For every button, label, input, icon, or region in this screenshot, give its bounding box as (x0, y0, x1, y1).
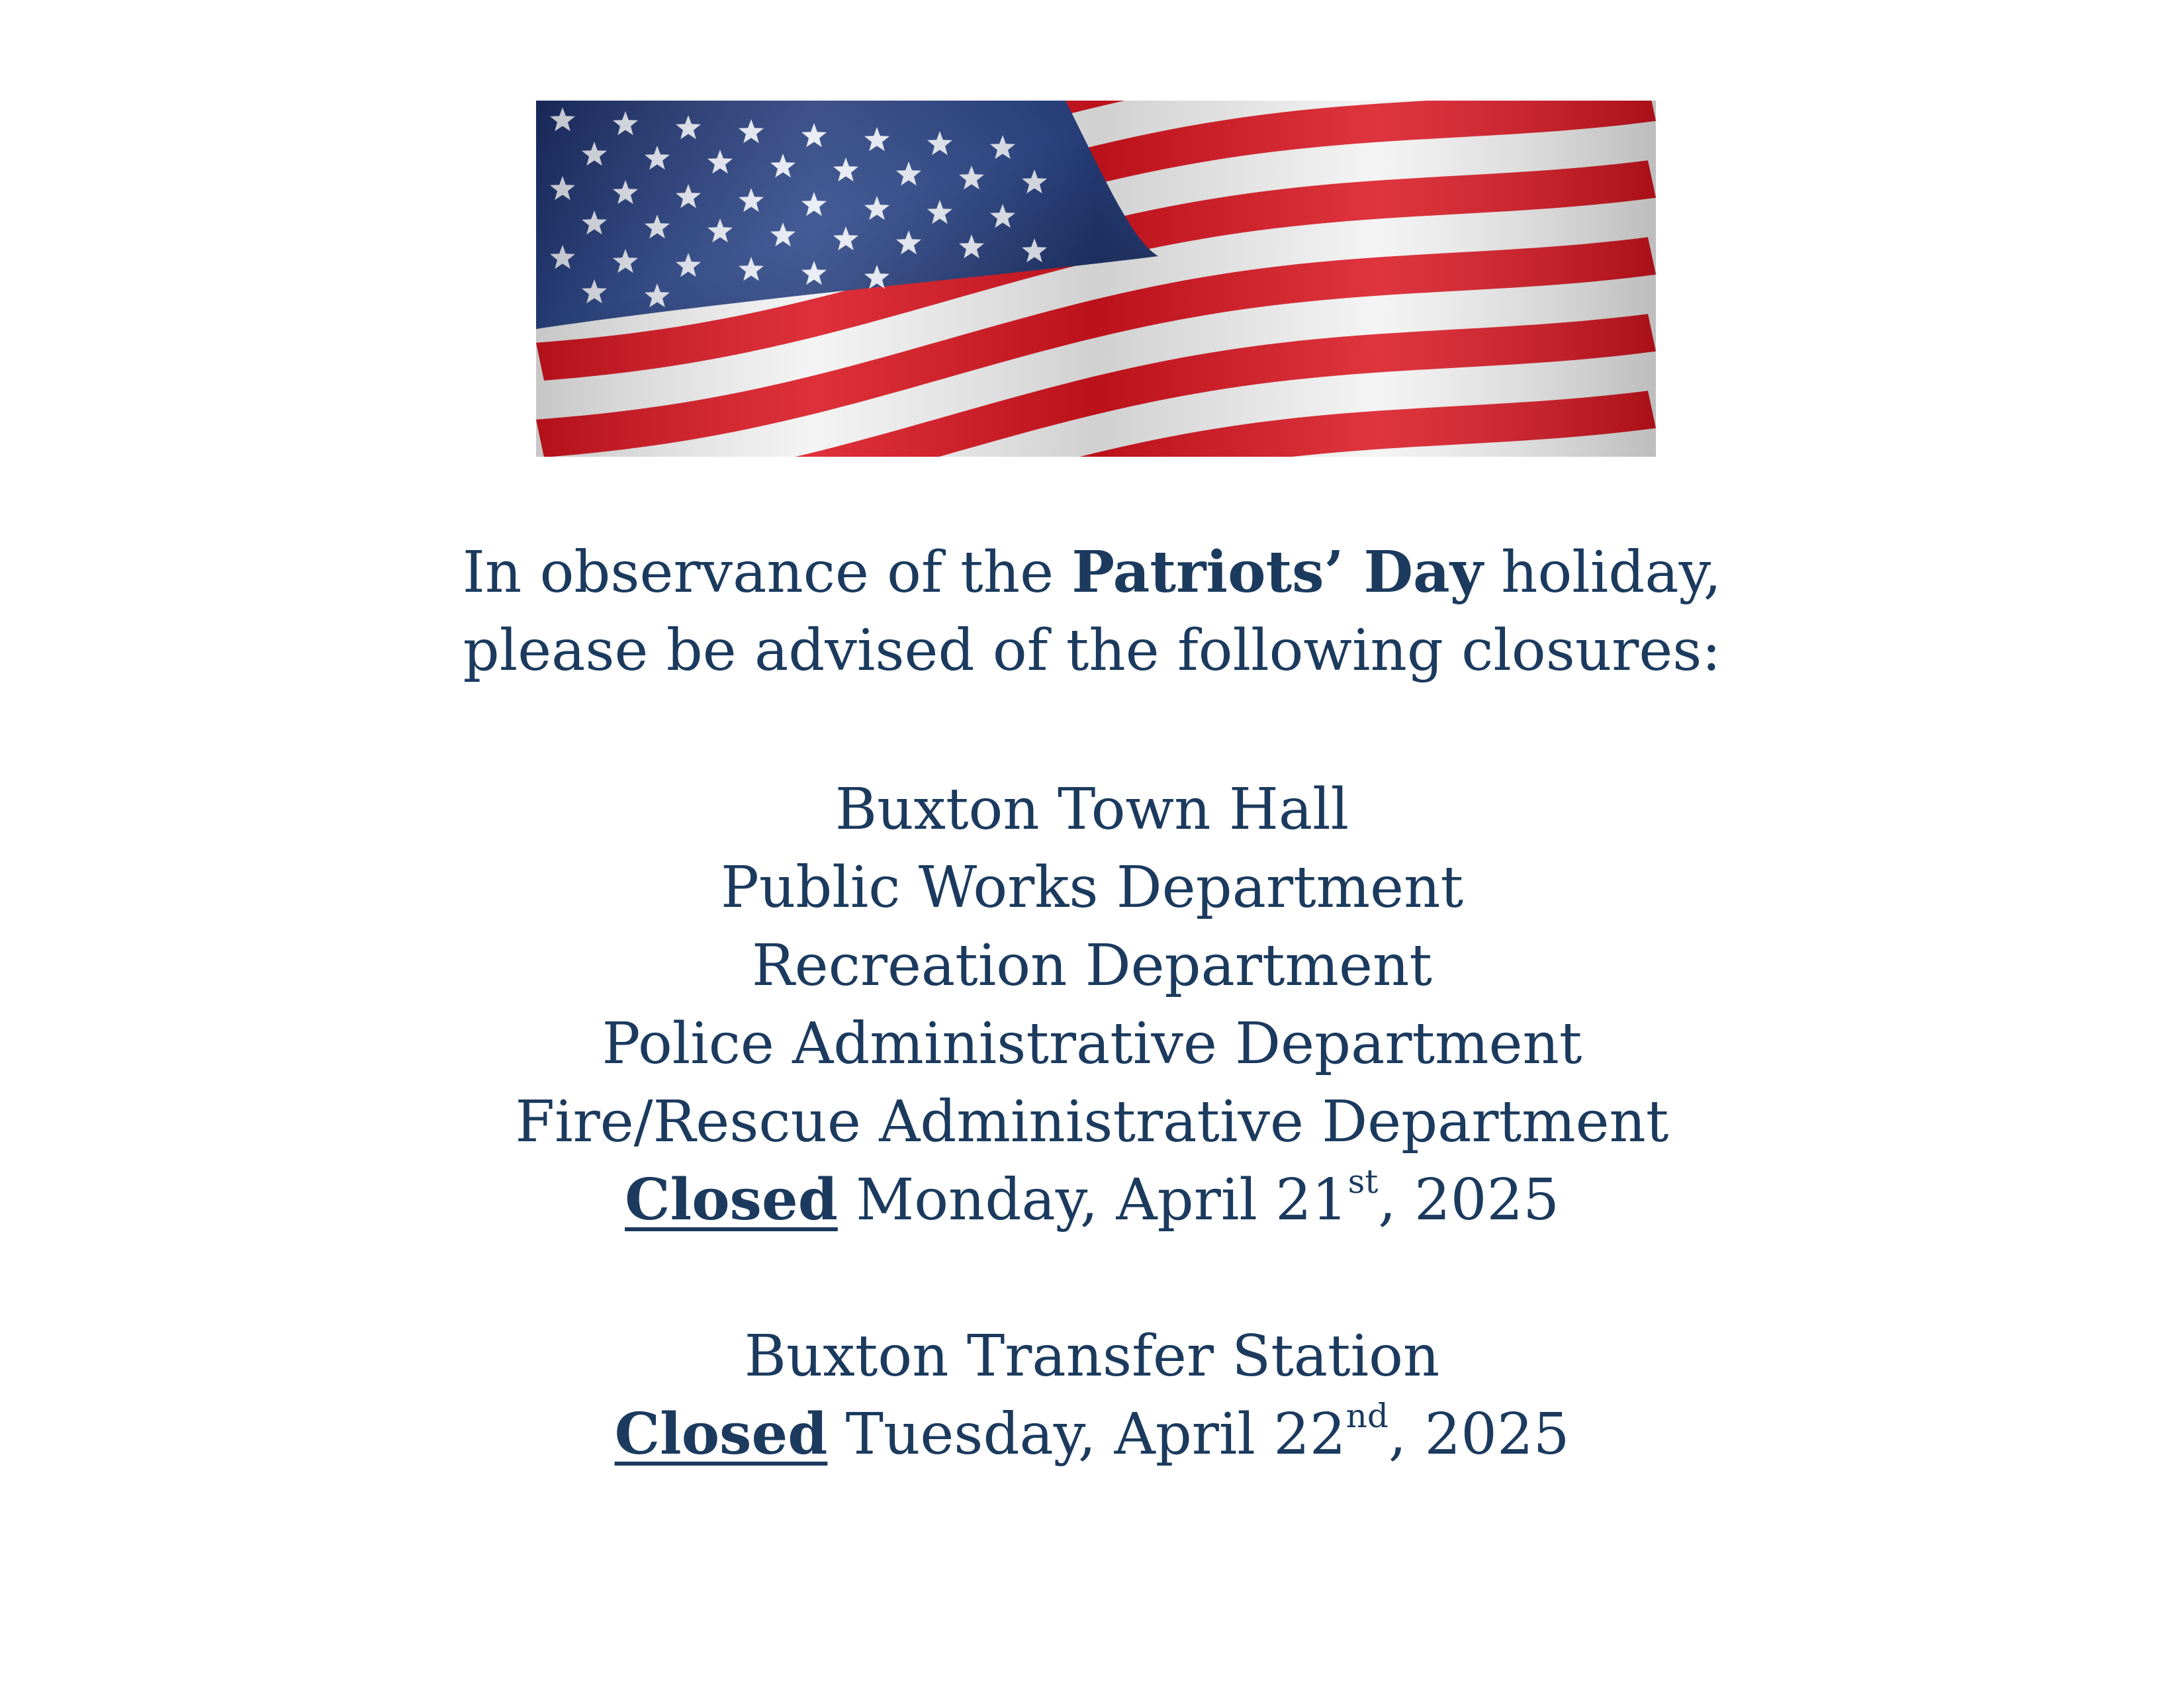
closed-label: Closed (625, 1166, 838, 1233)
date-ordinal-suffix: nd (1345, 1397, 1388, 1436)
department-item: Fire/Rescue Administrative Department (515, 1089, 1669, 1155)
transfer-station-name: Buxton Transfer Station (744, 1323, 1440, 1389)
closure-date-line: Closed Monday, April 21st, 2025 (625, 1162, 1559, 1233)
holiday-name: Patriots’ Day (1071, 539, 1483, 606)
american-flag-image (536, 101, 1656, 457)
date-ordinal-suffix: st (1347, 1162, 1379, 1201)
closed-label: Closed (614, 1401, 828, 1468)
transfer-station-section (0, 1317, 2184, 1474)
intro-text (0, 534, 2184, 690)
transfer-closure-date-line: Closed Tuesday, April 22nd, 2025 (614, 1397, 1570, 1468)
department-item: Police Administrative Department (602, 1011, 1582, 1077)
intro-line-2: please be advised of the following closures: (463, 618, 1721, 684)
intro-line-1: In observance of the Patriots’ Day holiday, (462, 539, 1722, 606)
department-item: Buxton Town Hall (835, 776, 1349, 843)
department-item: Public Works Department (720, 855, 1464, 921)
department-item: Recreation Department (752, 933, 1432, 999)
closures-list (0, 771, 2184, 1239)
